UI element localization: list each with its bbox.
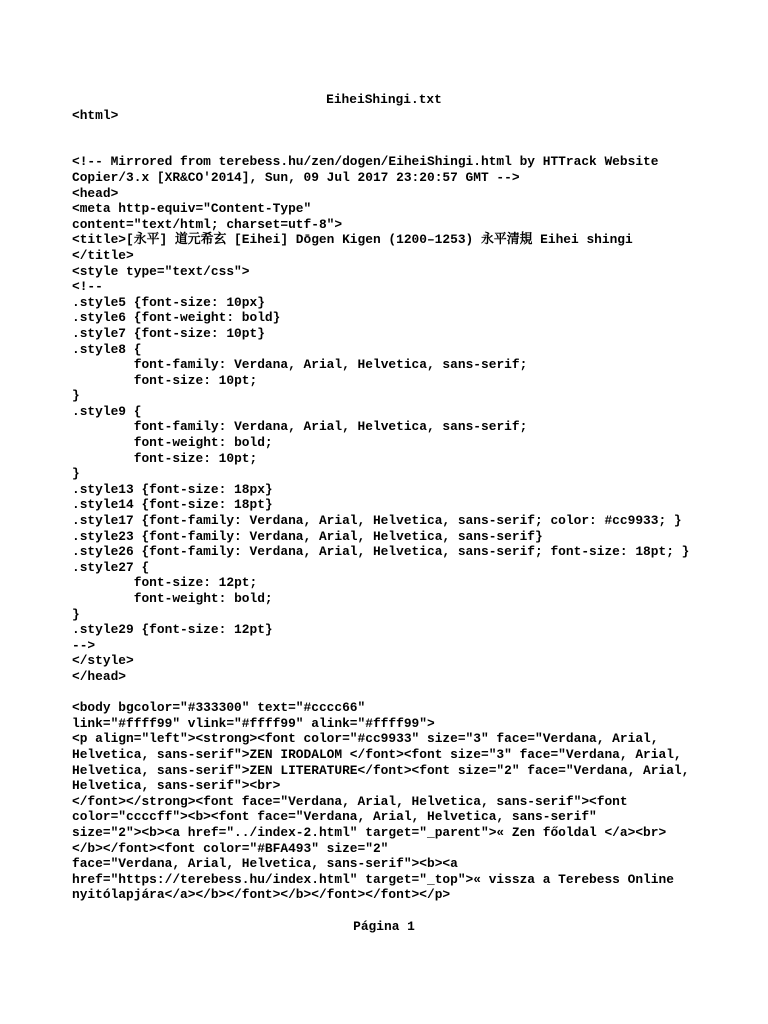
code-line: nyitólapjára</a></b></font></b></font></font></p> xyxy=(72,887,451,903)
code-line: font-size: 12pt; xyxy=(72,575,258,591)
page-number: Página 1 xyxy=(353,918,415,934)
code-line: </head> xyxy=(72,668,127,684)
code-line: <style type="text/css"> xyxy=(72,263,250,279)
code-line: <html> xyxy=(72,107,119,123)
code-line: <!-- xyxy=(72,279,103,295)
blank-line xyxy=(72,685,762,701)
code-line: href="https://terebess.hu/index.html" target="_top">« vissza a Terebess Online xyxy=(72,871,674,887)
code-line: .style29 {font-size: 12pt} xyxy=(72,622,273,638)
code-line: font-family: Verdana, Arial, Helvetica, sans-serif; xyxy=(72,357,528,373)
code-line: Copier/3.x [XR&CO'2014], Sun, 09 Jul 2017 23:20:57 GMT --> xyxy=(72,169,520,185)
code-line: .style17 {font-family: Verdana, Arial, Helvetica, sans-serif; color: #cc9933; } xyxy=(72,513,682,529)
code-line: .style8 { xyxy=(72,341,142,357)
code-line: } xyxy=(72,466,80,482)
code-line: <p align="left"><strong><font color="#cc9933" size="3" face="Verdana, Arial, xyxy=(72,731,659,747)
code-line: .style27 { xyxy=(72,559,150,575)
code-line: face="Verdana, Arial, Helvetica, sans-serif"><b><a xyxy=(72,856,458,872)
code-line: .style5 {font-size: 10px} xyxy=(72,294,265,310)
code-line: font-family: Verdana, Arial, Helvetica, sans-serif; xyxy=(72,419,528,435)
code-line: --> xyxy=(72,637,96,653)
document-body xyxy=(72,108,762,903)
code-line: Helvetica, sans-serif"><br> xyxy=(72,778,281,794)
code-line: Helvetica, sans-serif">ZEN LITERATURE</font><font size="2" face="Verdana, Arial, xyxy=(72,762,690,778)
code-line: .style14 {font-size: 18pt} xyxy=(72,497,273,513)
code-line: color="ccccff"><b><font face="Verdana, Arial, Helvetica, sans-serif" xyxy=(72,809,597,825)
code-line: .style9 { xyxy=(72,403,142,419)
code-line: } xyxy=(72,388,80,404)
blank-line xyxy=(72,139,762,155)
code-line: <head> xyxy=(72,185,119,201)
code-line: </b></font><font color="#BFA493" size="2" xyxy=(72,840,389,856)
code-line: font-size: 10pt; xyxy=(72,450,258,466)
code-line: Helvetica, sans-serif">ZEN IRODALOM </font><font size="3" face="Verdana, Arial, xyxy=(72,746,682,762)
code-line: .style13 {font-size: 18px} xyxy=(72,481,273,497)
code-line: link="#ffff99" vlink="#ffff99" alink="#ffff99"> xyxy=(72,715,435,731)
code-line: size="2"><b><a href="../index-2.html" target="_parent">« Zen főoldal </a><br> xyxy=(72,824,667,840)
code-line: .style23 {font-family: Verdana, Arial, Helvetica, sans-serif} xyxy=(72,528,543,544)
code-line: <meta http-equiv="Content-Type" xyxy=(72,201,312,217)
code-line: content="text/html; charset=utf-8"> xyxy=(72,216,343,232)
blank-line xyxy=(72,123,762,139)
code-line: </style> xyxy=(72,653,134,669)
code-line: .style7 {font-size: 10pt} xyxy=(72,325,265,341)
code-line: .style26 {font-family: Verdana, Arial, Helvetica, sans-serif; font-size: 18pt; } xyxy=(72,544,690,560)
code-line: <body bgcolor="#333300" text="#cccc66" xyxy=(72,700,366,716)
code-line: <!-- Mirrored from terebess.hu/zen/dogen/EiheiShingi.html by HTTrack Website xyxy=(72,154,659,170)
code-line: <title>[永平] 道元希玄 [Eihei] Dōgen Kigen (1200–1253) 永平清規 Eihei shingi xyxy=(72,232,633,248)
code-line: </title> xyxy=(72,247,134,263)
code-line: font-size: 10pt; xyxy=(72,372,258,388)
code-line: } xyxy=(72,606,80,622)
code-line: font-weight: bold; xyxy=(72,435,273,451)
document-title: EiheiShingi.txt xyxy=(326,92,442,107)
code-line: </font></strong><font face="Verdana, Arial, Helvetica, sans-serif"><font xyxy=(72,793,628,809)
code-line: .style6 {font-weight: bold} xyxy=(72,310,281,326)
code-line: font-weight: bold; xyxy=(72,591,273,606)
